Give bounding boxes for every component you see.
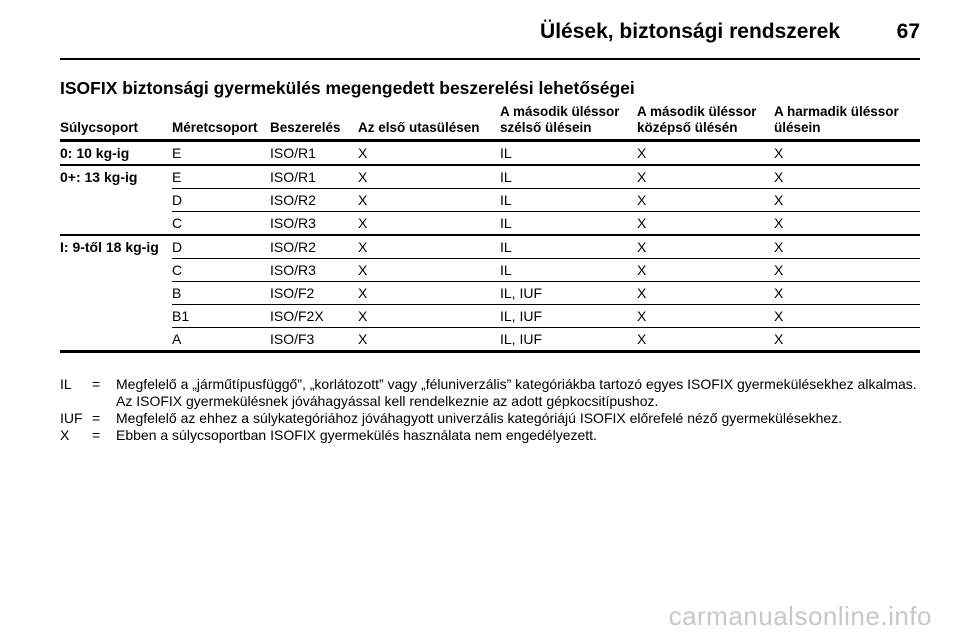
legend-item [60, 427, 920, 444]
legend-item [60, 376, 920, 410]
table-cell: ISO/F3 [270, 328, 358, 352]
table-cell: X [358, 305, 500, 328]
table-cell: X [637, 259, 774, 282]
table-cell: C [172, 212, 270, 236]
table-cell: X [774, 305, 920, 328]
table-cell: X [637, 328, 774, 352]
column-header: A második üléssor középső ülésén [637, 104, 774, 141]
column-header: Az első utasülésen [358, 104, 500, 141]
column-header: A második üléssor szélső ülésein [500, 104, 637, 141]
weight-group-cell [60, 189, 172, 212]
table-cell: IL [500, 189, 637, 212]
legend-item [60, 410, 920, 427]
table-cell: X [774, 212, 920, 236]
table-cell: X [358, 259, 500, 282]
legend-abbr: IUF [60, 410, 83, 426]
weight-group-cell: 0+: 13 kg-ig [60, 169, 138, 186]
legend-eq: = [92, 410, 101, 426]
table-cell: IL, IUF [500, 305, 637, 328]
table-row [60, 328, 920, 352]
table-row [60, 305, 920, 328]
table-cell: X [358, 165, 500, 189]
page-number: 67 [896, 20, 920, 43]
weight-group-cell [60, 212, 172, 236]
table-cell: X [637, 305, 774, 328]
page-title: Ülések, biztonsági rendszerek [540, 20, 840, 43]
table-cell: B [172, 282, 270, 305]
table-cell: X [637, 212, 774, 236]
legend-desc: Megfelelő az ehhez a súlykategóriához jóváhagyott univerzális kategóriájú ISOFIX előrefelé néző gyermekülésekhez. [116, 410, 843, 426]
weight-group-cell [60, 328, 172, 352]
legend-desc: Ebben a súlycsoportban ISOFIX gyermekülés használata nem engedélyezett. [116, 427, 597, 443]
table-cell: X [358, 235, 500, 259]
weight-group-cell [60, 305, 172, 328]
table-cell: ISO/R3 [270, 212, 358, 236]
table-cell: IL, IUF [500, 282, 637, 305]
table-body [60, 141, 920, 352]
table-cell: IL [500, 141, 637, 166]
table-cell: ISO/R3 [270, 259, 358, 282]
table-cell: X [774, 165, 920, 189]
table-cell: B1 [172, 305, 270, 328]
table-cell: D [172, 189, 270, 212]
table-row [60, 282, 920, 305]
table-cell: X [637, 235, 774, 259]
table-cell: IL [500, 235, 637, 259]
table-cell: X [637, 141, 774, 166]
column-header: Méretcsoport [172, 104, 270, 141]
table-cell: X [358, 212, 500, 236]
table-cell: ISO/R1 [270, 165, 358, 189]
table-cell: ISO/F2 [270, 282, 358, 305]
watermark: carmanualsonline.info [668, 601, 932, 631]
table-cell: IL [500, 212, 637, 236]
weight-group-cell: 0: 10 kg-ig [60, 141, 172, 166]
table-cell: X [637, 165, 774, 189]
table-row [60, 259, 920, 282]
table-cell: X [637, 282, 774, 305]
section-title: ISOFIX biztonsági gyermekülés megengedett beszerelési lehetőségei [60, 78, 635, 98]
table-cell: IL, IUF [500, 328, 637, 352]
table-row [60, 212, 920, 236]
table-row [60, 165, 920, 189]
page-header [60, 18, 920, 60]
table-row [60, 141, 920, 166]
table-cell: X [774, 259, 920, 282]
table-cell: IL [500, 165, 637, 189]
legend-abbr: X [60, 427, 70, 443]
table-cell: X [774, 328, 920, 352]
weight-group-cell [60, 259, 172, 282]
table-cell: ISO/R1 [270, 141, 358, 166]
table-cell: A [172, 328, 270, 352]
table-cell: X [774, 189, 920, 212]
column-header: Súlycsoport [60, 104, 172, 141]
legend-eq: = [92, 427, 101, 443]
table-cell: X [358, 328, 500, 352]
table-cell: X [774, 282, 920, 305]
table-cell: C [172, 259, 270, 282]
table-cell: D [172, 235, 270, 259]
table-row [60, 235, 920, 259]
weight-group-cell: I: 9-től 18 kg-ig [60, 239, 159, 256]
table-row [60, 189, 920, 212]
table-cell: ISO/R2 [270, 235, 358, 259]
isofix-table [60, 104, 920, 353]
table-cell: X [637, 189, 774, 212]
table-cell: X [358, 189, 500, 212]
legend-desc: Megfelelő a „járműtípusfüggő”, „korlátozott” vagy „féluniverzális” kategóriákba tartozó egyes ISOFIX gyermekülésekhez alkalmas. Az ISOFIX gyermekülésnek jóváhagyással kell rendelkeznie az adott gépkocsitípushoz. [116, 376, 917, 409]
column-header: A harmadik üléssor ülésein [774, 104, 920, 141]
table-cell: X [358, 282, 500, 305]
legend [60, 376, 920, 444]
table-cell: X [774, 235, 920, 259]
legend-abbr: IL [60, 376, 72, 392]
column-header: Beszerelés [270, 104, 358, 141]
table-cell: ISO/F2X [270, 305, 358, 328]
table-cell: X [358, 141, 500, 166]
legend-eq: = [92, 376, 101, 392]
table-cell: ISO/R2 [270, 189, 358, 212]
table-cell: E [172, 165, 270, 189]
table-header-row [60, 104, 920, 141]
table-cell: X [774, 141, 920, 166]
table-cell: IL [500, 259, 637, 282]
table-cell: E [172, 141, 270, 166]
weight-group-cell [60, 282, 172, 305]
